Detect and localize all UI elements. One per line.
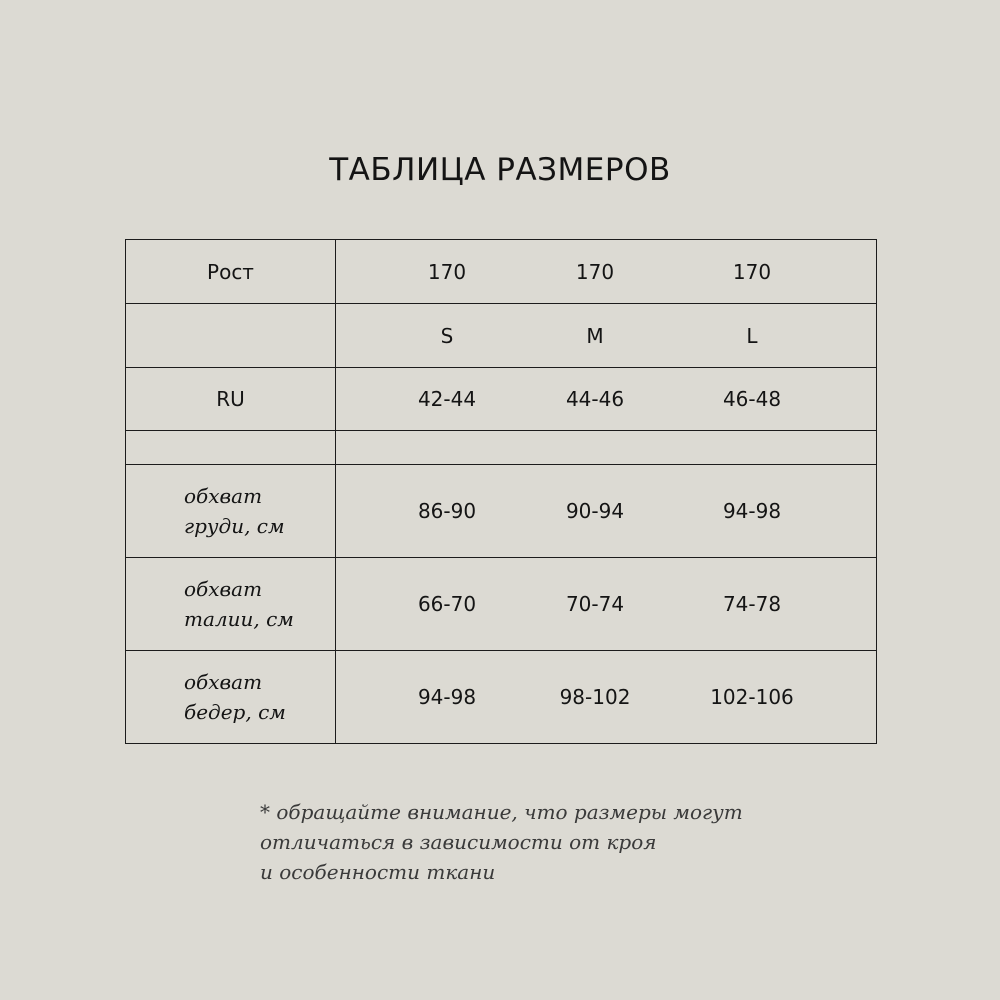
spacer-values-cell	[336, 431, 877, 465]
size-letter-s: S	[440, 323, 454, 348]
hips-value-l: 102-106	[710, 685, 794, 709]
table-row-height	[126, 240, 877, 304]
hips-label-line2: бедер, см	[184, 700, 286, 724]
chest-value-s: 86-90	[417, 499, 477, 523]
row-label-ru: RU	[126, 368, 336, 431]
row-values-ru	[336, 368, 877, 431]
size-letter-m: M	[586, 323, 604, 348]
height-value-m: 170	[575, 259, 615, 284]
ru-value-l: 46-48	[722, 387, 782, 411]
hips-value-m: 98-102	[559, 685, 631, 709]
size-table	[125, 239, 877, 744]
ru-value-s: 42-44	[417, 387, 477, 411]
chest-label-line2: груди, см	[184, 514, 285, 538]
footnote-line1: * обращайте внимание, что размеры могут	[260, 800, 743, 824]
ru-value-m: 44-46	[565, 387, 625, 411]
waist-value-l: 74-78	[722, 592, 782, 616]
row-label-chest	[126, 465, 336, 558]
size-letter-l: L	[746, 323, 758, 348]
chest-value-l: 94-98	[722, 499, 782, 523]
table-row-hips	[126, 651, 877, 744]
table-row-chest	[126, 465, 877, 558]
height-value-l: 170	[732, 259, 772, 284]
footnote-line2: отличаться в зависимости от кроя	[260, 830, 657, 854]
table-row-spacer	[126, 431, 877, 465]
row-label-hips	[126, 651, 336, 744]
row-values-hips	[336, 651, 877, 744]
row-values-height	[336, 240, 877, 304]
table-row-ru	[126, 368, 877, 431]
footnote-line3: и особенности ткани	[260, 860, 496, 884]
table-row-waist	[126, 558, 877, 651]
waist-value-m: 70-74	[565, 592, 625, 616]
hips-value-s: 94-98	[417, 685, 477, 709]
spacer-label-cell	[126, 431, 336, 465]
row-label-size	[126, 304, 336, 368]
row-values-chest	[336, 465, 877, 558]
chest-value-m: 90-94	[565, 499, 625, 523]
row-values-waist	[336, 558, 877, 651]
waist-label-line1: обхват	[184, 577, 263, 601]
row-values-size	[336, 304, 877, 368]
row-label-height: Рост	[126, 240, 336, 304]
waist-value-s: 66-70	[417, 592, 477, 616]
row-label-waist	[126, 558, 336, 651]
waist-label-line2: талии, см	[184, 607, 294, 631]
chest-label-line1: обхват	[184, 484, 263, 508]
height-value-s: 170	[427, 259, 467, 284]
table-row-size	[126, 304, 877, 368]
page-title: ТАБЛИЦА РАЗМЕРОВ	[329, 152, 671, 188]
hips-label-line1: обхват	[184, 670, 263, 694]
footnote	[260, 797, 743, 887]
